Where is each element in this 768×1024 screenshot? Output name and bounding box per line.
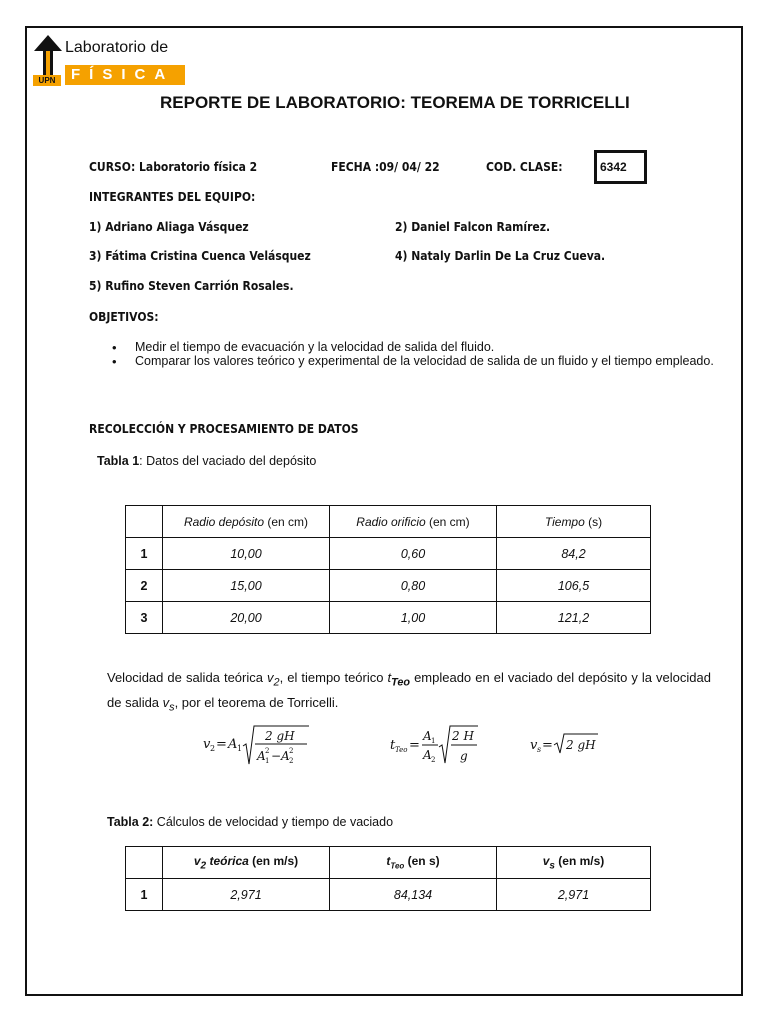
table2-caption <box>107 815 393 829</box>
row-number: 1 <box>126 538 163 570</box>
svg-text:2 gH: 2 gH <box>566 738 596 752</box>
svg-text:v: v <box>530 738 538 753</box>
svg-text:t: t <box>390 738 396 753</box>
curso-text: CURSO: Laboratorio física 2 <box>89 160 258 174</box>
table1-header-corner <box>126 506 163 538</box>
tiempo-cell: 121,2 <box>497 602 651 634</box>
tiempo-cell: 84,2 <box>497 538 651 570</box>
v2-cell: 2,971 <box>163 879 330 911</box>
table1-header-radio-deposito: Radio depósito (en cm) <box>163 506 330 538</box>
table2-header-corner <box>126 847 163 879</box>
t-teo-cell: 84,134 <box>330 879 497 911</box>
svg-text:2: 2 <box>289 757 294 765</box>
table2-header-row <box>126 847 651 879</box>
svg-text:=: = <box>409 738 420 753</box>
member-1: 1) Adriano Aliaga Vásquez <box>89 220 249 234</box>
table2-caption-label: Tabla 2: <box>107 815 154 829</box>
cod-clase-value: 6342 <box>600 160 627 174</box>
member-4: 4) Nataly Darlin De La Cruz Cueva. <box>395 249 606 263</box>
formula-v2-teorica <box>203 722 313 768</box>
table-row <box>126 879 651 911</box>
svg-text:2 H: 2 H <box>452 729 474 743</box>
svg-text:=: = <box>216 737 227 752</box>
radio-deposito-cell: 20,00 <box>163 602 330 634</box>
svg-text:2 gH: 2 gH <box>265 729 295 743</box>
svg-text:A: A <box>257 749 266 763</box>
row-number: 2 <box>126 570 163 602</box>
objetivos-list <box>110 342 720 370</box>
formula-vs <box>530 722 610 768</box>
member-3: 3) Fátima Cristina Cuenca Velásquez <box>89 249 311 263</box>
table2-caption-text: Cálculos de velocidad y tiempo de vaciado <box>153 815 394 829</box>
radio-orificio-cell: 0,80 <box>330 570 497 602</box>
member-2: 2) Daniel Falcon Ramírez. <box>395 220 551 234</box>
svg-text:A: A <box>281 749 290 763</box>
svg-text:A: A <box>423 748 432 762</box>
objetivos-label: OBJETIVOS: <box>89 310 159 324</box>
integrantes-label: INTEGRANTES DEL EQUIPO: <box>89 190 256 204</box>
svg-text:A: A <box>423 729 432 743</box>
radio-orificio-cell: 1,00 <box>330 602 497 634</box>
upn-arrow-icon <box>33 35 63 75</box>
table1-caption-text: : Datos del vaciado del depósito <box>139 454 317 468</box>
fecha-text: FECHA :09/ 04/ 22 <box>331 160 440 174</box>
table2 <box>125 846 651 911</box>
member-5: 5) Rufino Steven Carrión Rosales. <box>89 279 294 293</box>
torricelli-paragraph: Velocidad de salida teórica $v_2$, el tiempo teórico $t_{Teo}$ empleado en el vaciado del depósito y la velocidad de salida $v_s$, por el teorema de Torricelli. <box>107 670 711 714</box>
radio-deposito-cell: 15,00 <box>163 570 330 602</box>
svg-text:Teo: Teo <box>395 746 408 754</box>
cod-clase-label: COD. CLASE: <box>486 160 563 174</box>
svg-text:2: 2 <box>265 747 270 755</box>
formula-t-teorico <box>390 722 485 768</box>
svg-text:1: 1 <box>265 757 270 765</box>
svg-text:v: v <box>203 737 211 752</box>
tiempo-cell: 106,5 <box>497 570 651 602</box>
table-row <box>126 602 651 634</box>
logo-upn-text: UPN <box>33 75 61 86</box>
table1 <box>125 505 651 634</box>
table2-header-t-teo: $t_{Teo}$ (en s) <box>330 847 497 879</box>
report-title: REPORTE DE LABORATORIO: TEOREMA DE TORRICELLI <box>160 93 630 112</box>
svg-text:1: 1 <box>237 744 243 753</box>
table1-header-row <box>126 506 651 538</box>
upn-logo <box>33 35 193 87</box>
table-row <box>126 538 651 570</box>
svg-text:=: = <box>542 738 553 753</box>
row-number: 1 <box>126 879 163 911</box>
radio-deposito-cell: 10,00 <box>163 538 330 570</box>
radio-orificio-cell: 0,60 <box>330 538 497 570</box>
table1-header-radio-orificio: Radio orificio (en cm) <box>330 506 497 538</box>
row-number: 3 <box>126 602 163 634</box>
logo-lab-text: Laboratorio de <box>65 39 169 56</box>
table1-header-tiempo: Tiempo (s) <box>497 506 651 538</box>
svg-text:2: 2 <box>431 756 436 764</box>
vs-cell: 2,971 <box>497 879 651 911</box>
svg-text:−: − <box>271 749 282 763</box>
svg-text:1: 1 <box>431 737 436 745</box>
svg-text:s: s <box>537 745 542 754</box>
objetivo-item: • Medir el tiempo de evacuación y la velocidad de salida del fluido. <box>110 342 720 353</box>
table2-header-vs: $v_s$ (en m/s) <box>497 847 651 879</box>
svg-text:A: A <box>228 737 238 752</box>
svg-text:g: g <box>460 749 468 763</box>
svg-text:2: 2 <box>289 747 294 755</box>
table2-header-v2: $v_2$ teórica (en m/s) <box>163 847 330 879</box>
table1-caption <box>97 454 316 468</box>
logo-fisica-text: FÍSICA <box>65 65 185 85</box>
objetivo-item: • Comparar los valores teórico y experimental de la velocidad de salida de un fluido y el tiempo empleado. <box>110 356 720 367</box>
cod-clase-box <box>594 150 647 184</box>
table-row <box>126 570 651 602</box>
table1-caption-label: Tabla 1 <box>97 454 140 468</box>
section-title: RECOLECCIÓN Y PROCESAMIENTO DE DATOS <box>89 422 359 436</box>
svg-text:2: 2 <box>210 744 216 753</box>
